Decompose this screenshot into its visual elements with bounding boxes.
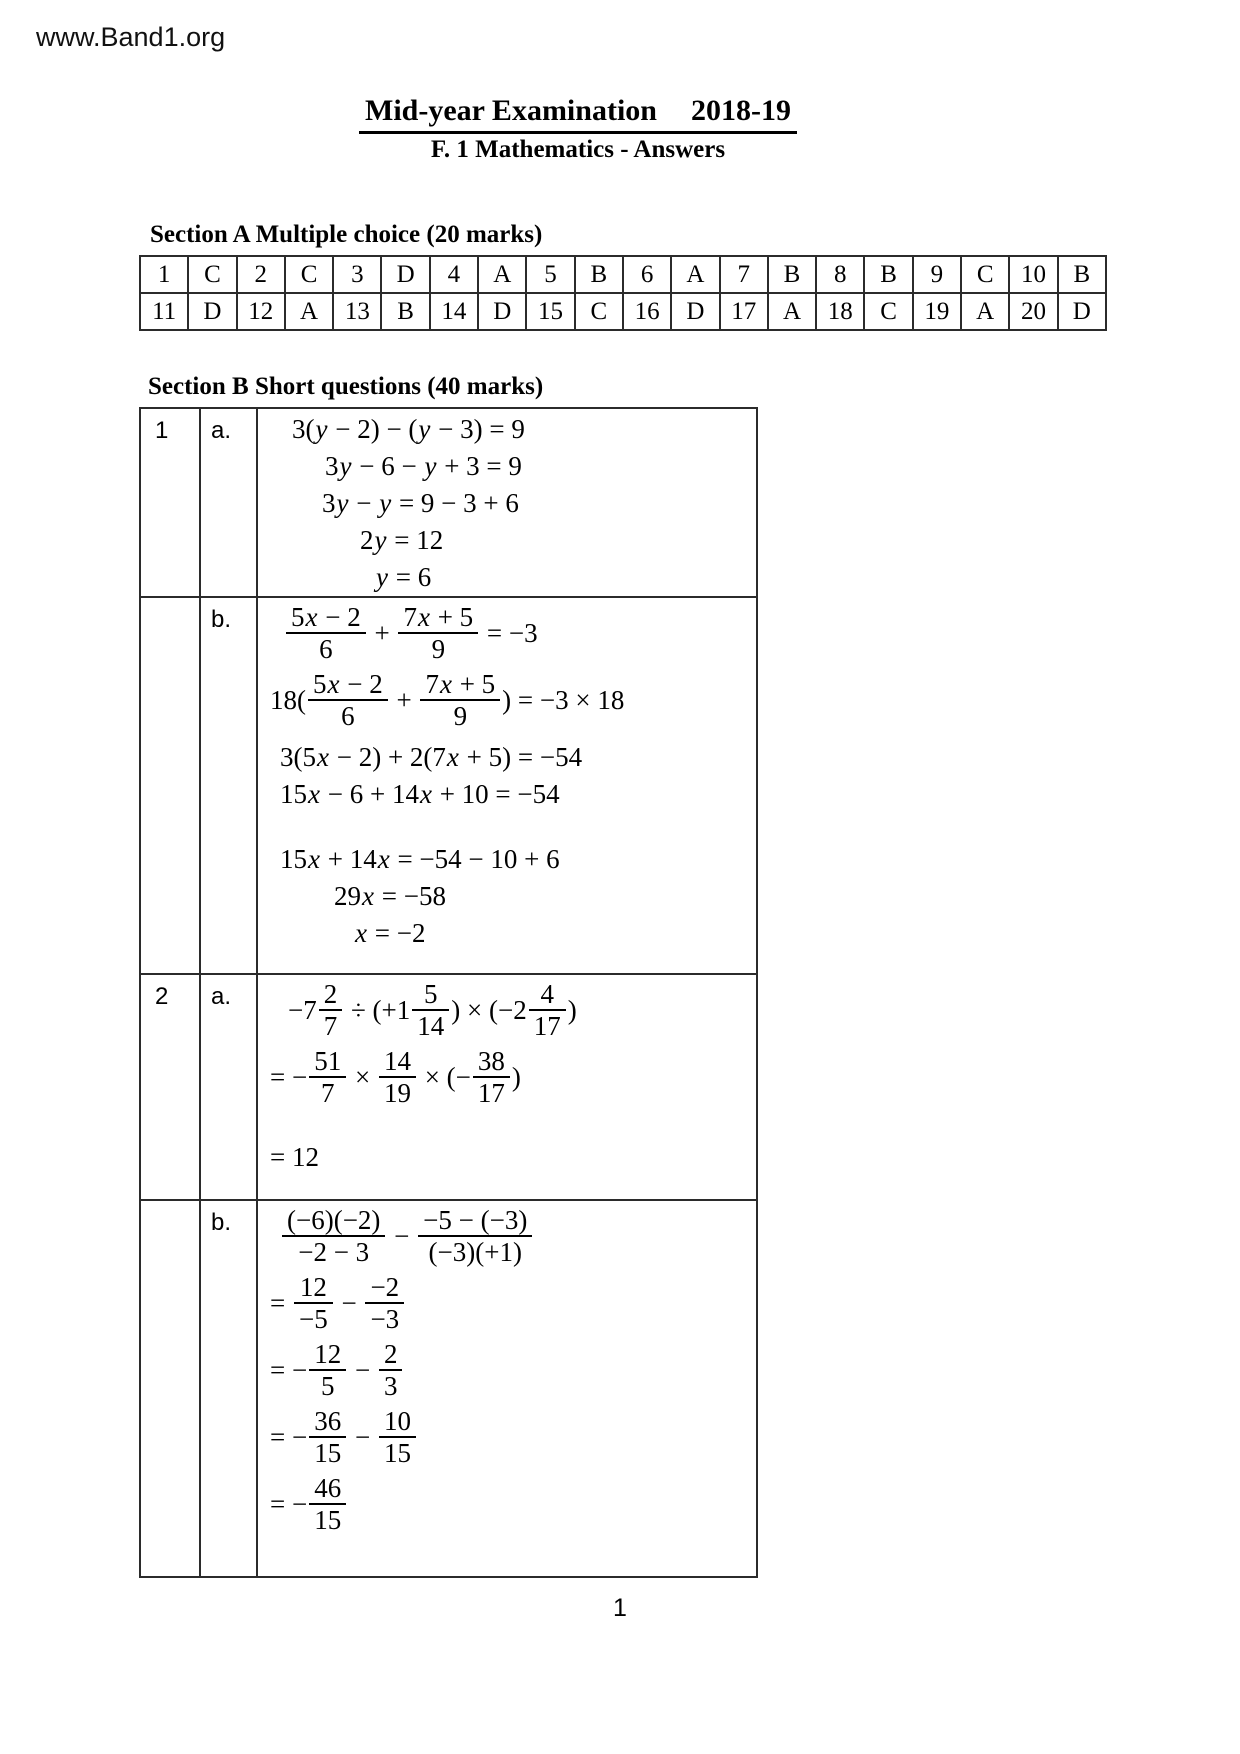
fraction: $\frac{5x - 2}{6}$ bbox=[286, 602, 366, 664]
exam-subtitle: F. 1 Mathematics - Answers bbox=[430, 136, 726, 163]
answer-number-cell: 6 bbox=[623, 256, 671, 293]
answer-number-cell: 20 bbox=[1009, 293, 1057, 330]
answer-letter-cell: A bbox=[671, 256, 719, 293]
fraction: $\frac{38}{17}$ bbox=[473, 1046, 510, 1108]
working-cell bbox=[257, 1200, 757, 1577]
answer-number-cell: 12 bbox=[237, 293, 285, 330]
math-line: = − $\frac{36}{15}$ − $\frac{10}{15}$ bbox=[270, 1409, 756, 1471]
page-number: 1 bbox=[613, 1594, 627, 1622]
answer-number-cell: 9 bbox=[913, 256, 961, 293]
answer-number-cell: 5 bbox=[526, 256, 574, 293]
working-cell bbox=[257, 974, 757, 1200]
answer-number-cell: 14 bbox=[430, 293, 478, 330]
answer-letter-cell: C bbox=[285, 256, 333, 293]
answer-number-cell: 16 bbox=[623, 293, 671, 330]
math-line: 3(y − 2) − (y − 3) = 9 bbox=[292, 414, 525, 444]
working-cell bbox=[257, 597, 757, 974]
fraction: $\frac{7x + 5}{9}$ bbox=[420, 669, 500, 731]
answer-letter-cell: C bbox=[864, 293, 912, 330]
question-part-cell: a. bbox=[200, 408, 257, 597]
answer-letter-cell: D bbox=[1058, 293, 1106, 330]
question-number-cell bbox=[140, 1200, 200, 1577]
answer-letter-cell: A bbox=[478, 256, 526, 293]
exam-title-text: Mid-year Examination bbox=[365, 94, 657, 127]
answer-number-cell: 13 bbox=[333, 293, 381, 330]
fraction: $\frac{12}{-5}$ bbox=[294, 1272, 333, 1334]
math-line: 3y − y = 9 − 3 + 6 bbox=[322, 488, 519, 518]
math-line: x = −2 bbox=[355, 918, 426, 948]
math-line: 15x − 6 + 14x + 10 = −54 bbox=[280, 779, 560, 809]
answer-number-cell: 17 bbox=[720, 293, 768, 330]
answer-number-cell: 15 bbox=[526, 293, 574, 330]
math-line: = − $\frac{12}{5}$ − $\frac{2}{3}$ bbox=[270, 1342, 756, 1404]
fraction: $\frac{-5 - (-3)}{(-3)(+1)}$ bbox=[418, 1205, 532, 1267]
math-line: $\frac{5x - 2}{6}$ + $\frac{7x + 5}{9}$ = −3 bbox=[284, 605, 756, 667]
question-part-cell: a. bbox=[200, 974, 257, 1200]
fraction: $\frac{2}{3}$ bbox=[379, 1339, 403, 1401]
math-line: y = 6 bbox=[376, 562, 432, 592]
answer-letter-cell: D bbox=[478, 293, 526, 330]
math-line: = − $\frac{51}{7}$ × $\frac{14}{19}$ × (− $\frac{38}{17}$ ) bbox=[270, 1046, 521, 1108]
answer-number-cell: 7 bbox=[720, 256, 768, 293]
question-number-cell: 2 bbox=[140, 974, 200, 1200]
math-line: = 12 bbox=[270, 1142, 319, 1172]
answer-number-cell: 19 bbox=[913, 293, 961, 330]
answer-number-cell: 4 bbox=[430, 256, 478, 293]
section-a-heading: Section A Multiple choice (20 marks) bbox=[150, 221, 543, 248]
answer-letter-cell: B bbox=[575, 256, 623, 293]
exam-title bbox=[359, 94, 797, 134]
math-line: 3y − 6 − y + 3 = 9 bbox=[325, 451, 522, 481]
fraction: $\frac{-2}{-3}$ bbox=[365, 1272, 404, 1334]
fraction: $\frac{7x + 5}{9}$ bbox=[398, 602, 478, 664]
answer-number-cell: 18 bbox=[816, 293, 864, 330]
fraction: $\frac{5}{14}$ bbox=[412, 979, 449, 1041]
fraction: $\frac{14}{19}$ bbox=[379, 1046, 416, 1108]
question-part-cell: b. bbox=[200, 1200, 257, 1577]
answer-number-cell: 3 bbox=[333, 256, 381, 293]
fraction: $\frac{46}{15}$ bbox=[309, 1473, 346, 1535]
math-line: 3(5x − 2) + 2(7x + 5) = −54 bbox=[280, 742, 583, 772]
answer-letter-cell: B bbox=[864, 256, 912, 293]
answer-letter-cell: B bbox=[1058, 256, 1106, 293]
answer-letter-cell: D bbox=[671, 293, 719, 330]
question-number-cell: 1 bbox=[140, 408, 200, 597]
answer-letter-cell: C bbox=[961, 256, 1009, 293]
section-b-heading: Section B Short questions (40 marks) bbox=[148, 373, 544, 400]
question-number-cell bbox=[140, 597, 200, 974]
fraction: $\frac{2}{7}$ bbox=[319, 979, 343, 1041]
answer-letter-cell: D bbox=[188, 293, 236, 330]
fraction: $\frac{10}{15}$ bbox=[379, 1406, 416, 1468]
working-row bbox=[140, 597, 757, 974]
answer-letter-cell: B bbox=[768, 256, 816, 293]
exam-title-year: 2018-19 bbox=[690, 94, 791, 127]
working-row bbox=[140, 1200, 757, 1577]
fraction: $\frac{36}{15}$ bbox=[309, 1406, 346, 1468]
answer-letter-cell: B bbox=[381, 293, 429, 330]
answer-number-cell: 2 bbox=[237, 256, 285, 293]
answer-letter-cell: A bbox=[961, 293, 1009, 330]
answer-letter-cell: C bbox=[575, 293, 623, 330]
question-part-cell: b. bbox=[200, 597, 257, 974]
working-row bbox=[140, 974, 757, 1200]
math-line: 15x + 14x = −54 − 10 + 6 bbox=[280, 844, 560, 874]
math-line: 29x = −58 bbox=[334, 881, 446, 911]
math-line: = $\frac{12}{-5}$ − $\frac{-2}{-3}$ bbox=[270, 1275, 756, 1337]
answer-number-cell: 11 bbox=[140, 293, 188, 330]
section-b-working-table bbox=[139, 407, 758, 1578]
fraction: $\frac{12}{5}$ bbox=[309, 1339, 346, 1401]
answer-letter-cell: D bbox=[381, 256, 429, 293]
working-row bbox=[140, 408, 757, 597]
math-line: 18( $\frac{5x - 2}{6}$ + $\frac{7x + 5}{9}$ ) = −3 × 18 bbox=[270, 669, 625, 731]
section-a-answer-table bbox=[139, 255, 1107, 331]
answer-number-cell: 1 bbox=[140, 256, 188, 293]
working-cell bbox=[257, 408, 757, 597]
answer-letter-cell: C bbox=[188, 256, 236, 293]
site-watermark: www.Band1.org bbox=[36, 22, 226, 52]
fraction: $\frac{4}{17}$ bbox=[529, 979, 566, 1041]
math-line: = − $\frac{46}{15}$ bbox=[270, 1476, 756, 1538]
fraction: $\frac{(-6)(-2)}{-2 - 3}$ bbox=[282, 1205, 385, 1267]
fraction: $\frac{5x - 2}{6}$ bbox=[308, 669, 388, 731]
fraction: $\frac{51}{7}$ bbox=[309, 1046, 346, 1108]
answer-row bbox=[140, 256, 1106, 293]
math-line: 2y = 12 bbox=[360, 525, 444, 555]
answer-row bbox=[140, 293, 1106, 330]
answer-number-cell: 8 bbox=[816, 256, 864, 293]
math-line: −7 $\frac{2}{7}$ ÷ (+1 $\frac{5}{14}$ ) × (−2 $\frac{4}{17}$ ) bbox=[288, 979, 577, 1041]
exam-title-wrap bbox=[0, 94, 1156, 134]
answer-letter-cell: A bbox=[768, 293, 816, 330]
answer-letter-cell: A bbox=[285, 293, 333, 330]
math-line: $\frac{(-6)(-2)}{-2 - 3}$ − $\frac{-5 - (-3)}{(-3)(+1)}$ bbox=[280, 1208, 756, 1270]
answer-number-cell: 10 bbox=[1009, 256, 1057, 293]
